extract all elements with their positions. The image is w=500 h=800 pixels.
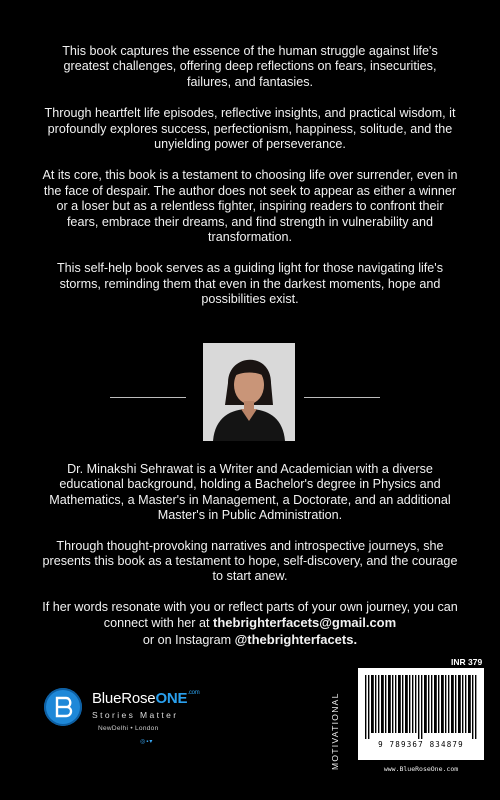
barcode-icon: [363, 675, 479, 739]
isbn-barcode: [358, 668, 484, 760]
publisher-name-part-2: ONE: [155, 690, 188, 707]
publisher-locations: NewDelhi • London: [98, 725, 159, 732]
blurb-paragraph-3: At its core, this book is a testament to choosing life over surrender, even in the face of despair. The author does not seek to appear as either a winner or a loser but as a relentless fighter, inspiring readers to confront their fears, embrace their dreams, and find strength in vulnerability and transformation.: [42, 168, 458, 245]
bio-paragraph-1: Dr. Minakshi Sehrawat is a Writer and Academician with a diverse educational background, holding a Bachelor's degree in Physics and Mathematics, a Master's in Management, a Doctorate, and an additional Master's in Public Administration.: [49, 462, 451, 523]
portrait-icon: [203, 343, 295, 441]
price-label: INR 379: [451, 657, 483, 667]
author-photo: [203, 343, 295, 441]
divider-left: [110, 397, 186, 398]
publisher-website[interactable]: www.BlueRoseOne.com: [383, 765, 459, 773]
publisher-tagline: Stories Matter: [92, 710, 179, 720]
blurb-paragraph-1: This book captures the essence of the human struggle against life's greatest challenges, offering deep reflections on fears, insecurities, failures, and fantasies.: [62, 44, 438, 89]
bio-paragraph-2: Through thought-provoking narratives and introspective journeys, she presents this book as a testament to hope, self-discovery, and the courage to start anew.: [42, 538, 458, 584]
back-cover-blurb: [40, 44, 460, 324]
isbn-number: 9 789367 834879: [378, 740, 464, 749]
divider-right: [304, 397, 380, 398]
contact-text: If her words resonate with you or reflect parts of your own journey, you can connect with her at: [42, 599, 458, 631]
blurb-paragraph-4: This self-help book serves as a guiding light for those navigating life's storms, reminding them that even in the darkest moments, hope and possibilities exist.: [56, 261, 444, 307]
genre-label: MOTIVATIONAL: [330, 692, 340, 770]
instagram-text: or on Instagram: [142, 632, 232, 647]
bluerose-b-logo-icon: [44, 688, 82, 726]
publisher-logo: [44, 688, 234, 748]
author-instagram[interactable]: @thebrighterfacets.: [234, 631, 358, 647]
bio-paragraph-3: [40, 600, 460, 648]
blurb-paragraph-2: Through heartfelt life episodes, reflective insights, and practical wisdom, it profoundly explores success, perfectionism, happiness, solitude, and the unyielding power of perseverance.: [44, 106, 456, 152]
social-icons: ◎▪▾: [140, 739, 154, 745]
author-email[interactable]: thebrighterfacets@gmail.com: [213, 615, 397, 631]
author-photo-row: [0, 343, 500, 443]
author-bio: [40, 462, 460, 663]
publisher-name: [92, 690, 200, 707]
publisher-name-part-3: .com: [187, 690, 200, 696]
publisher-name-part-1: BlueRose: [92, 690, 156, 707]
